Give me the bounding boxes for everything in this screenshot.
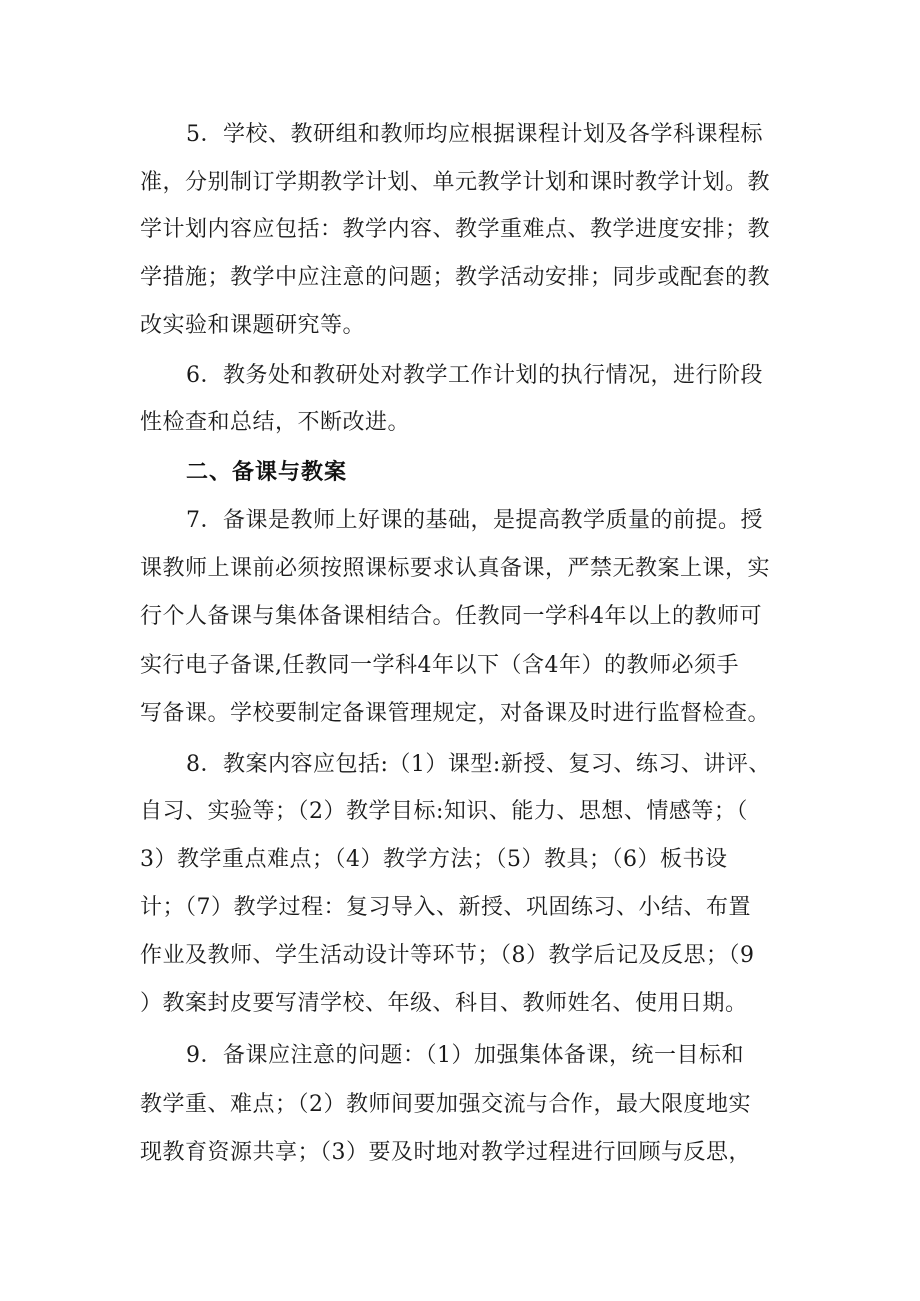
p8-line-6: ）教案封皮要写清学校、年级、科目、教师姓名、使用日期。 <box>140 991 748 1016</box>
section-heading: 二、备课与教案 <box>186 460 348 485</box>
p8-line-3: 3）教学重点难点；（4）教学方法；（5）教具；（6）板书设 <box>140 847 728 872</box>
p9-line-1: 9．备课应注意的问题：（1）加强集体备课，统一目标和 <box>186 1043 744 1068</box>
p7-line-4: 实行电子备课,任教同一学科4年以下（含4年）的教师必须手 <box>140 653 739 678</box>
p7-line-2: 课教师上课前必须按照课标要求认真备课，严禁无教案上课，实 <box>140 556 771 581</box>
p5-line-3: 学计划内容应包括：教学内容、教学重难点、教学进度安排；教 <box>140 217 771 242</box>
p9-line-3: 现教育资源共享；（3）要及时地对教学过程进行回顾与反思， <box>140 1140 751 1165</box>
p8-line-1: 8．教案内容应包括:（1）课型:新授、复习、练习、讲评、 <box>186 752 771 777</box>
p6-line-2: 性检查和总结，不断改进。 <box>140 410 411 435</box>
p5-line-4: 学措施；教学中应注意的问题；教学活动安排；同步或配套的教 <box>140 265 771 290</box>
p7-line-1: 7．备课是教师上好课的基础，是提高教学质量的前提。授 <box>186 508 763 533</box>
p9-line-2: 教学重、难点；（2）教师间要加强交流与合作，最大限度地实 <box>140 1092 751 1117</box>
p6-line-1: 6．教务处和教研处对教学工作计划的执行情况，进行阶段 <box>186 363 763 388</box>
p5-line-1: 5．学校、教研组和教师均应根据课程计划及各学科课程标 <box>186 122 763 147</box>
p7-line-3: 行个人备课与集体备课相结合。任教同一学科4年以上的教师可 <box>140 604 762 629</box>
p8-line-4: 计；（7）教学过程：复习导入、新授、巩固练习、小结、布置 <box>140 895 751 920</box>
p7-line-5: 写备课。学校要制定备课管理规定，对备课及时进行监督检查。 <box>140 701 771 726</box>
p5-line-5: 改实验和课题研究等。 <box>140 313 366 338</box>
p5-line-2: 准，分别制订学期教学计划、单元教学计划和课时教学计划。教 <box>140 170 771 195</box>
p8-line-2: 自习、实验等；（2）教学目标:知识、能力、思想、情感等；（ <box>140 799 748 824</box>
p8-line-5: 作业及教师、学生活动设计等环节；（8）教学后记及反思；（9 <box>140 943 755 968</box>
